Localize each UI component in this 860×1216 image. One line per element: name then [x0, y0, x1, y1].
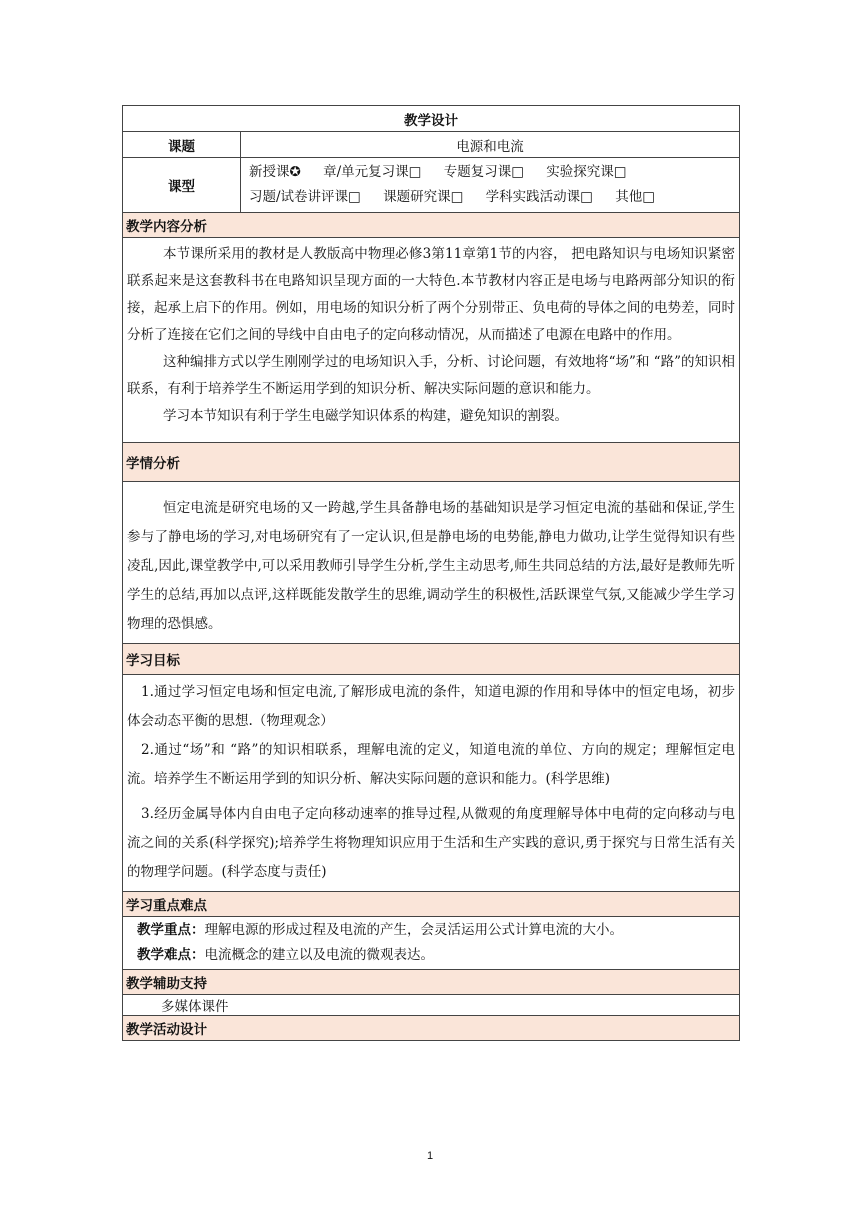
document-title: 教学设计: [123, 106, 740, 132]
type-options: [241, 158, 740, 213]
content-analysis-heading: 教学内容分析: [123, 213, 740, 238]
topic-label: 课题: [123, 132, 241, 158]
type-option: 章/单元复习课□: [323, 164, 422, 180]
teaching-difficulty: [127, 943, 735, 968]
teaching-focus-text: 理解电源的形成过程及电流的产生，会灵活运用公式计算电流的大小。: [204, 922, 623, 938]
activity-heading: 教学活动设计: [123, 1016, 740, 1041]
page-number: 1: [426, 1150, 434, 1162]
key-points-body: [123, 917, 740, 970]
type-options-line1: [249, 160, 733, 185]
teaching-difficulty-text: 电流概念的建立以及电流的微观表达。: [204, 947, 434, 963]
learner-analysis-paragraph: 恒定电流是研究电场的又一跨越,学生具备静电场的基础知识是学习恒定电流的基础和保证,学生参与了静电场的学习,对电场研究有了一定认识,但是静电场的电势能,静电力做功,让学生觉得知识有些凌乱,因此,课堂教学中,可以采用教师引导学生分析,学生主动思考,师生共同总结的方法,最好是教师先听学生的总结,再加以点评,这样既能发散学生的思维,调动学生的积极性,活跃课堂气氛,又能减少学生学习物理的恐惧感。: [127, 500, 735, 632]
type-option: 课题研究课□: [383, 189, 464, 205]
topic-value: 电源和电流: [241, 132, 740, 158]
content-analysis-paragraph: 学习本节知识有利于学生电磁学知识体系的构建，避免知识的割裂。: [163, 408, 568, 424]
objective-item: 1.通过学习恒定电场和恒定电流,了解形成电流的条件，知道电源的作用和导体中的恒定电场，初步体会动态平衡的思想.（物理观念）: [127, 684, 735, 729]
objectives-heading: 学习目标: [123, 644, 740, 675]
type-label: 课型: [123, 158, 241, 213]
teaching-focus: [127, 918, 735, 943]
learner-analysis-body: [123, 482, 740, 644]
objective-item: 3.经历金属导体内自由电子定向移动速率的推导过程,从微观的角度理解导体中电荷的定向移动与电流之间的关系(科学探究);培养学生将物理知识应用于生活和生产实践的意识,勇于探究与日常生活有关的物理学问题。(科学态度与责任): [127, 806, 735, 880]
teaching-focus-label: 教学重点：: [137, 922, 205, 938]
lesson-design-table: [122, 105, 740, 1041]
type-option: 其他□: [615, 189, 655, 205]
support-text: 多媒体课件: [123, 995, 740, 1016]
objective-item: 2.通过“场”和 “路”的知识相联系，理解电流的定义，知道电流的单位、方向的规定；理解恒定电流。培养学生不断运用学到的知识分析、解决实际问题的意识和能力。(科学思维): [127, 742, 735, 787]
type-option: 专题复习课□: [443, 164, 524, 180]
content-analysis-paragraph: 本节课所采用的教材是人教版高中物理必修3第11章第1节的内容， 把电路知识与电场知识紧密联系起来是这套教科书在电路知识呈现方面的一大特色.本节教材内容正是电场与电路两部分知识的衔接，起承上启下的作用。例如，用电场的知识分析了两个分别带正、负电荷的导体之间的电势差，同时分析了连接在它们之间的导线中自由电子的定向移动情况，从而描述了电源在电路中的作用。: [127, 246, 735, 343]
type-option: 习题/试卷讲评课□: [249, 189, 361, 205]
type-option: 实验探究课□: [546, 164, 627, 180]
learner-analysis-heading: 学情分析: [123, 443, 740, 482]
key-points-heading: 学习重点难点: [123, 892, 740, 917]
type-options-line2: [249, 185, 733, 210]
teaching-difficulty-label: 教学难点：: [137, 947, 205, 963]
content-analysis-paragraph: 这种编排方式以学生刚刚学过的电场知识入手，分析、讨论问题，有效地将“场”和 “路”的知识相联系，有利于培养学生不断运用学到的知识分析、解决实际问题的意识和能力。: [127, 354, 735, 397]
support-heading: 教学辅助支持: [123, 970, 740, 995]
objectives-body: [123, 675, 740, 892]
type-option: 学科实践活动课□: [485, 189, 593, 205]
content-analysis-body: [123, 238, 740, 443]
type-option: 新授课✪: [249, 164, 301, 180]
